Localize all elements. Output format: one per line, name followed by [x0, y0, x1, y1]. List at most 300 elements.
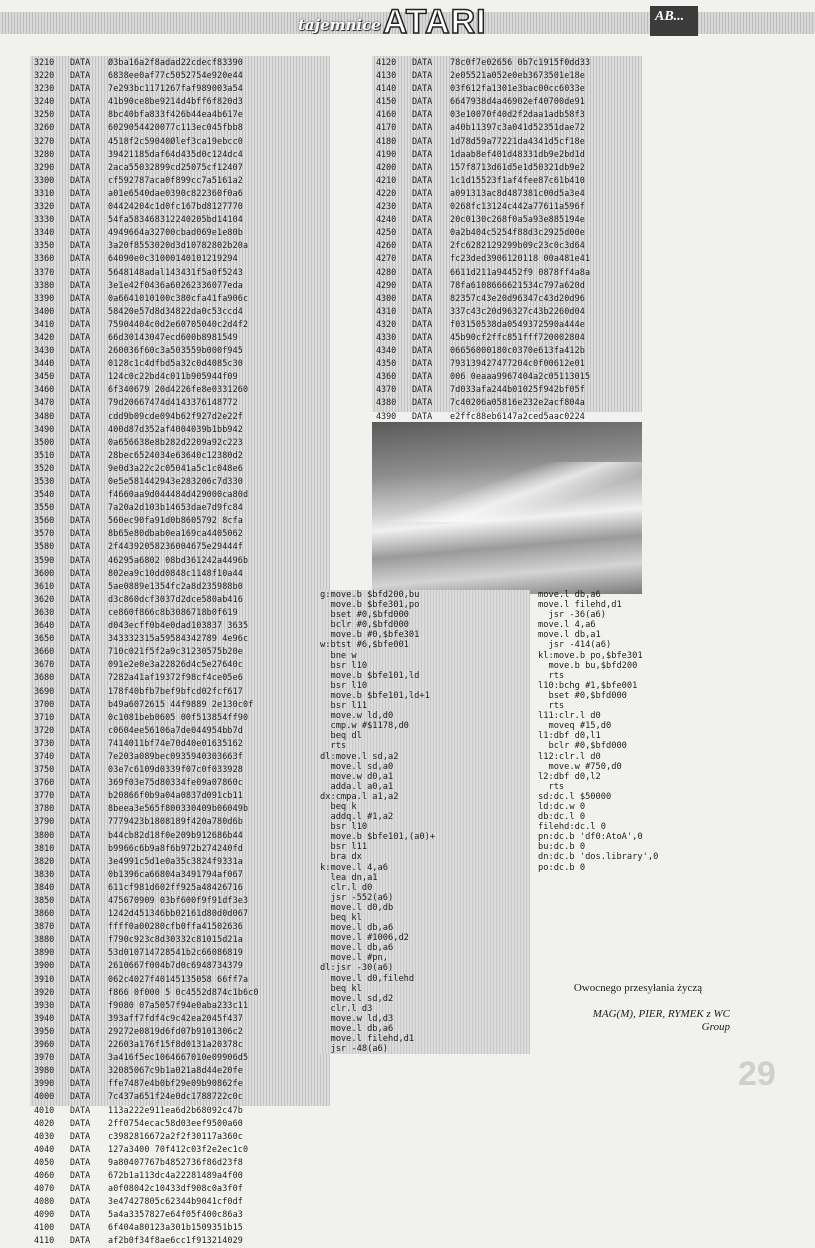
- listing-column-right: [372, 56, 642, 421]
- line-number: 3270: [34, 135, 55, 146]
- logo-big-text: ATARI: [382, 3, 487, 41]
- listing-row: [30, 1038, 330, 1051]
- line-number: 3350: [34, 240, 55, 251]
- code-line: move.w ld,d3: [320, 1013, 394, 1024]
- line-number: 3360: [34, 253, 55, 264]
- data-keyword: DATA: [70, 109, 91, 120]
- data-keyword: DATA: [70, 227, 91, 238]
- data-keyword: DATA: [70, 1117, 91, 1128]
- data-keyword: DATA: [412, 174, 433, 185]
- line-number: 3660: [34, 646, 55, 657]
- listing-row: [30, 1025, 330, 1038]
- code-line: jsr -48(a6): [320, 1044, 388, 1055]
- listing-row: [372, 383, 642, 396]
- code-line: rts: [320, 741, 347, 752]
- hex-value: b20866f0b9a04a0837d091cb11: [108, 790, 243, 801]
- hex-value: af2b0f34f8ae6cc1f913214029: [108, 1235, 243, 1246]
- hex-value: 5ae0889e1354fc2a8d235988b0: [108, 580, 243, 591]
- line-number: 3910: [34, 973, 55, 984]
- listing-row: [372, 108, 642, 121]
- code-line: move.l 4,a6: [538, 620, 596, 631]
- thanks-line: Owocnego przesyłania życzą: [573, 982, 703, 994]
- listing-row: [30, 121, 330, 134]
- hex-value: 178f40bfb7bef9bfcd02fcf617: [108, 685, 243, 696]
- hex-value: a01e6540dae0390c822360f0a6: [108, 187, 243, 198]
- listing-row: [30, 527, 330, 540]
- hex-value: 29272e0819d6fd07b9101306c2: [108, 1025, 243, 1036]
- line-number: 4290: [376, 279, 397, 290]
- line-number: 3650: [34, 633, 55, 644]
- listing-row: [30, 842, 330, 855]
- listing-row: [30, 1051, 330, 1064]
- line-number: 3980: [34, 1065, 55, 1076]
- line-number: 4380: [376, 397, 397, 408]
- hex-value: 7e203a089bec0935940303663f: [108, 750, 243, 761]
- hex-value: 062c4027f40145135058 66ff7a: [108, 973, 249, 984]
- listing-row: [30, 475, 330, 488]
- listing-row: [30, 540, 330, 553]
- code-line: move.l filehd,d1: [320, 1034, 415, 1045]
- hex-value: cdd9b09cde094b62f927d2e22f: [108, 410, 243, 421]
- data-keyword: DATA: [412, 122, 433, 133]
- hex-value: 2ff0754ecac58d03eef9500a60: [108, 1117, 243, 1128]
- code-line: po:dc.b 0: [538, 862, 586, 873]
- hex-value: 78fa6108666621534c797a620d: [450, 279, 585, 290]
- magazine-logo: [298, 3, 487, 41]
- line-number: 4120: [376, 57, 397, 67]
- data-keyword: DATA: [70, 921, 91, 932]
- line-number: 3620: [34, 593, 55, 604]
- code-line: bset #0,$bfd000: [320, 610, 409, 621]
- line-number: 3400: [34, 305, 55, 316]
- code-line: bsr l11: [320, 842, 368, 853]
- line-number: 3230: [34, 83, 55, 94]
- hex-value: 5648148adal143431f5a0f5243: [108, 266, 243, 277]
- hex-value: 8beea3e565f800330409b06049b: [108, 803, 249, 814]
- code-line: jsr -36(a6): [538, 610, 606, 621]
- code-line: beq kl: [320, 913, 362, 923]
- hex-value: 66d30143047ecd600b8981549: [108, 331, 238, 342]
- data-keyword: DATA: [70, 1052, 91, 1063]
- line-number: 3680: [34, 672, 55, 683]
- code-line: bset #0,$bfd000: [538, 690, 627, 701]
- line-number: 3790: [34, 816, 55, 827]
- data-keyword: DATA: [70, 122, 91, 133]
- line-number: 3460: [34, 384, 55, 395]
- line-number: 4310: [376, 305, 397, 316]
- listing-row: [372, 344, 642, 357]
- hex-value: 475670909 03bf600f9f91df3e3: [108, 895, 249, 905]
- data-keyword: DATA: [412, 397, 433, 408]
- listing-row: [30, 933, 330, 946]
- data-keyword: DATA: [70, 973, 91, 984]
- data-keyword: DATA: [70, 305, 91, 316]
- landscape-photo: [372, 422, 642, 594]
- code-line: dn:dc.b 'dos.library',0: [538, 852, 659, 863]
- data-keyword: DATA: [412, 240, 433, 251]
- data-keyword: DATA: [70, 358, 91, 369]
- listing-row: [30, 344, 330, 357]
- data-keyword: DATA: [70, 737, 91, 748]
- listing-row: [30, 750, 330, 763]
- code-line: dx:cmpa.l a1,a2: [320, 791, 399, 802]
- listing-row: [30, 1012, 330, 1025]
- data-keyword: DATA: [412, 331, 433, 342]
- line-number: 3480: [34, 410, 55, 421]
- line-number: 3630: [34, 606, 55, 617]
- listing-row: [30, 724, 330, 737]
- badge-text: AB...: [655, 9, 685, 24]
- hex-value: 3e47427805c62344b9041cf0df: [108, 1196, 243, 1207]
- line-number: 3700: [34, 698, 55, 709]
- listing-row: [30, 986, 330, 999]
- line-number: 4090: [34, 1209, 55, 1220]
- line-number: 4130: [376, 70, 397, 81]
- code-line: moveq #15,d0: [538, 721, 612, 732]
- hex-value: c0604ee56106a7de044954bb7d: [108, 724, 243, 735]
- listing-row: [30, 357, 330, 370]
- listing-row: [30, 514, 330, 527]
- line-number: 3310: [34, 187, 55, 198]
- hex-value: 260036f60c3a503559b000f945: [108, 345, 243, 356]
- data-keyword: DATA: [70, 868, 91, 879]
- data-keyword: DATA: [70, 253, 91, 264]
- listing-row: [30, 226, 330, 239]
- data-keyword: DATA: [70, 947, 91, 958]
- data-keyword: DATA: [70, 1222, 91, 1233]
- hex-value: 82357c43e20d96347c43d20d96: [450, 292, 585, 303]
- hex-value: d3c860dcf3037d2dce580ab416: [108, 593, 243, 604]
- data-keyword: DATA: [70, 1235, 91, 1246]
- code-line: adda.l a0,a1: [320, 781, 394, 792]
- hex-value: 53d010714728541b2c66086819: [108, 947, 243, 958]
- hex-value: 03e7c6109d0339f07c0f033928: [108, 764, 243, 775]
- hex-value: 7e293bc1171267faf989003a54: [108, 83, 243, 94]
- data-keyword: DATA: [70, 554, 91, 565]
- code-line: move.b $bfe101,(a0)+: [320, 832, 436, 843]
- listing-row: [30, 1182, 330, 1195]
- hex-value: 2aca55032899cd25075cf12407: [108, 161, 243, 172]
- data-keyword: DATA: [412, 201, 433, 212]
- line-number: 4180: [376, 135, 397, 146]
- hex-value: 672b1a113dc4a22281489a4f00: [108, 1169, 243, 1180]
- listing-row: [30, 907, 330, 920]
- line-number: 3720: [34, 724, 55, 735]
- listing-row: [30, 135, 330, 148]
- hex-value: 0a656638e8b282d2209a92c223: [108, 436, 243, 447]
- hex-value: b49a6072615 44f9889 2e130c0f: [108, 698, 254, 709]
- hex-value: f790c923c8d30332c81015d21a: [108, 934, 243, 945]
- hex-value: 7c437a651f24e0dc1788722c0c: [108, 1091, 243, 1102]
- line-number: 4210: [376, 174, 397, 185]
- line-number: 3930: [34, 999, 55, 1010]
- line-number: 4040: [34, 1143, 55, 1154]
- line-number: 3690: [34, 685, 55, 696]
- hex-value: a091313ac8d487381c00d5a3e4: [450, 187, 585, 198]
- line-number: 3760: [34, 777, 55, 788]
- listing-row: [30, 1195, 330, 1208]
- data-keyword: DATA: [70, 593, 91, 604]
- listing-row: [30, 410, 330, 423]
- code-line: sd:dc.l $50000: [538, 791, 612, 802]
- data-keyword: DATA: [412, 305, 433, 316]
- line-number: 4350: [376, 358, 397, 369]
- hex-value: 793139427477204c0f00612e01: [450, 358, 585, 369]
- listing-row: [30, 1156, 330, 1169]
- code-line: move.l #1006,d2: [320, 933, 409, 944]
- data-keyword: DATA: [70, 790, 91, 801]
- code-line: l1:dbf d0,l1: [538, 731, 601, 742]
- data-keyword: DATA: [70, 240, 91, 251]
- data-keyword: DATA: [70, 318, 91, 329]
- line-number: 3490: [34, 423, 55, 434]
- line-number: 3330: [34, 214, 55, 225]
- listing-row: [30, 776, 330, 789]
- hex-value: 04424204c1d0fc167bd8127770: [108, 201, 243, 212]
- data-keyword: DATA: [70, 960, 91, 971]
- line-number: 4190: [376, 148, 397, 159]
- data-keyword: DATA: [412, 148, 433, 159]
- code-line: move.w d0,a1: [320, 771, 394, 782]
- data-keyword: DATA: [70, 148, 91, 159]
- hex-value: Ø3ba16a2f8adad22cdecf83390: [108, 57, 243, 67]
- data-keyword: DATA: [70, 1091, 91, 1102]
- data-keyword: DATA: [70, 331, 91, 342]
- hex-value: 0a2b404c5254f88d3c2925d00e: [450, 227, 585, 238]
- listing-row: [30, 645, 330, 658]
- data-keyword: DATA: [70, 345, 91, 356]
- listing-row: [372, 331, 642, 344]
- line-number: 3710: [34, 711, 55, 722]
- hex-value: cf592787aca0f899cc7a5161a2: [108, 174, 243, 185]
- listing-row: [30, 1143, 330, 1156]
- listing-row: [30, 187, 330, 200]
- data-keyword: DATA: [70, 1183, 91, 1194]
- hex-value: b9966c6b9a8f6b972b274240fd: [108, 842, 243, 853]
- listing-row: [30, 213, 330, 226]
- data-keyword: DATA: [70, 659, 91, 670]
- listing-row: [372, 161, 642, 174]
- data-keyword: DATA: [70, 934, 91, 945]
- code-line: move.b #0,$bfe301: [320, 630, 420, 641]
- listing-row: [30, 266, 330, 279]
- code-line: move.l db,a6: [320, 1024, 394, 1035]
- data-keyword: DATA: [70, 214, 91, 225]
- listing-row: [30, 593, 330, 606]
- data-keyword: DATA: [70, 633, 91, 644]
- code-line: bsr l10: [320, 660, 368, 671]
- hex-value: f03150538da0549372590a444e: [450, 318, 585, 329]
- data-keyword: DATA: [70, 528, 91, 539]
- line-number: 3900: [34, 960, 55, 971]
- data-keyword: DATA: [70, 1196, 91, 1207]
- hex-value: 6838ee0af77c5052754e920e44: [108, 70, 243, 81]
- listing-row: [30, 671, 330, 684]
- line-number: 3840: [34, 881, 55, 892]
- listing-row: [30, 1130, 330, 1143]
- code-line: move.l sd,a0: [320, 761, 394, 772]
- data-keyword: DATA: [70, 449, 91, 460]
- data-keyword: DATA: [70, 436, 91, 447]
- data-keyword: DATA: [70, 57, 91, 67]
- data-keyword: DATA: [70, 881, 91, 892]
- listing-row: [372, 56, 642, 69]
- hex-value: 3e1e42f0436a60262336077eda: [108, 279, 243, 290]
- code-line: move.b $bfe101,ld: [320, 670, 420, 681]
- line-number: 4390: [376, 410, 397, 421]
- hex-value: ffe7487e4b0bf29e09b90862fe: [108, 1078, 243, 1089]
- listing-row: [372, 174, 642, 187]
- listing-row: [30, 462, 330, 475]
- hex-value: 45b90cf2ffc851fff720002804: [450, 331, 585, 342]
- code-line: dl:move.l sd,a2: [320, 751, 399, 762]
- listing-row: [30, 1117, 330, 1130]
- listing-row: [30, 318, 330, 331]
- hex-value: 3a416f5ec1064667010e09906d5: [108, 1052, 249, 1063]
- listing-row: [30, 305, 330, 318]
- code-line: rts: [538, 670, 565, 681]
- hex-value: 124c0c22bd4c011b905944f09: [108, 371, 238, 382]
- hex-value: 58420e57d8d34822da0c53ccd4: [108, 305, 243, 316]
- code-line: bclr #0,$bfd000: [320, 620, 409, 631]
- hex-value: 6029054420077c113ec045fbb8: [108, 122, 243, 133]
- data-keyword: DATA: [70, 70, 91, 81]
- data-keyword: DATA: [70, 371, 91, 382]
- line-number: 4340: [376, 345, 397, 356]
- code-line: l11:clr.l d0: [538, 711, 601, 722]
- data-keyword: DATA: [70, 462, 91, 473]
- listing-row: [30, 920, 330, 933]
- data-keyword: DATA: [70, 672, 91, 683]
- line-number: 3240: [34, 96, 55, 107]
- code-line: rts: [538, 701, 565, 712]
- line-number: 4220: [376, 187, 397, 198]
- hex-value: 03e10070f40d2f2daa1adb58f3: [450, 109, 585, 120]
- listing-row: [30, 763, 330, 776]
- listing-row: [372, 357, 642, 370]
- hex-value: 78c0f7e02656 0b7c1915f0dd33: [450, 57, 591, 67]
- listing-row: [30, 855, 330, 868]
- listing-row: [30, 829, 330, 842]
- line-number: 4160: [376, 109, 397, 120]
- code-line: move.b $bfe101,ld+1: [320, 690, 430, 701]
- code-line: beq k: [320, 801, 357, 812]
- code-line: k:move.l 4,a6: [320, 862, 388, 873]
- listing-row: [372, 396, 642, 409]
- hex-value: 0a6641010100c380cfa41fa906c: [108, 292, 249, 303]
- hex-value: 03f612fa1301e3bac00cc6033e: [450, 83, 585, 94]
- section-badge: [650, 6, 698, 36]
- listing-row: [30, 292, 330, 305]
- code-line: bsr l11: [320, 701, 368, 712]
- line-number: 3740: [34, 750, 55, 761]
- hex-value: 2fc6282129299b09c23c0c3d64: [450, 240, 585, 251]
- code-line: bclr #0,$bfd000: [538, 741, 627, 752]
- listing-row: [372, 121, 642, 134]
- line-number: 3830: [34, 868, 55, 879]
- hex-value: ffff0a00280cfb0ffa41502636: [108, 921, 243, 932]
- data-keyword: DATA: [70, 829, 91, 840]
- code-line: jsr -414(a6): [538, 640, 612, 651]
- data-keyword: DATA: [70, 1130, 91, 1141]
- listing-row: [372, 69, 642, 82]
- data-keyword: DATA: [70, 895, 91, 905]
- hex-value: 4518f2c59040Ølef3ca19ebcc0: [108, 135, 243, 146]
- data-keyword: DATA: [412, 109, 433, 120]
- code-line: addq.l #1,a2: [320, 812, 394, 823]
- line-number: 3210: [34, 57, 55, 67]
- line-number: 3290: [34, 161, 55, 172]
- data-keyword: DATA: [412, 214, 433, 225]
- line-number: 3300: [34, 174, 55, 185]
- hex-value: 393aff7fdf4c9c42ea2045f437: [108, 1012, 243, 1023]
- hex-value: 7c40206a05816e232e2acf804a: [450, 397, 585, 408]
- line-number: 4010: [34, 1104, 55, 1115]
- listing-row: [30, 95, 330, 108]
- data-keyword: DATA: [412, 410, 433, 421]
- line-number: 3510: [34, 449, 55, 460]
- hex-value: 400d87d352af4004039b1bb942: [108, 423, 243, 434]
- hex-value: 28bec6524034e63640c12380d2: [108, 449, 243, 460]
- code-line: move.b $bfe301,po: [320, 600, 420, 611]
- code-line: l10:bchg #1,$bfe001: [538, 680, 638, 691]
- listing-row: [30, 658, 330, 671]
- data-keyword: DATA: [70, 724, 91, 735]
- hex-value: 8bc40bfa833f426b44ea4b617e: [108, 109, 243, 120]
- listing-row: [30, 815, 330, 828]
- code-line: l2:dbf d0,l2: [538, 771, 601, 782]
- listing-row: [30, 161, 330, 174]
- data-keyword: DATA: [70, 541, 91, 552]
- listing-row: [30, 501, 330, 514]
- data-keyword: DATA: [70, 83, 91, 94]
- data-keyword: DATA: [70, 698, 91, 709]
- line-number: 3610: [34, 580, 55, 591]
- data-keyword: DATA: [70, 764, 91, 775]
- listing-row: [30, 567, 330, 580]
- data-keyword: DATA: [70, 423, 91, 434]
- hex-value: 7a20a2d103b14653dae7d9fc84: [108, 502, 243, 513]
- code-line: clr.l d0: [320, 882, 373, 893]
- listing-row: [30, 1104, 330, 1117]
- line-number: 3590: [34, 554, 55, 565]
- data-keyword: DATA: [70, 842, 91, 853]
- code-line: beq kl: [320, 983, 362, 994]
- data-keyword: DATA: [412, 266, 433, 277]
- code-line: bsr l10: [320, 680, 368, 691]
- hex-value: 127a3400 70f412c03f2e2ec1c0: [108, 1143, 249, 1154]
- line-number: 4060: [34, 1169, 55, 1180]
- code-line: ld:dc.w 0: [538, 801, 586, 812]
- listing-row: [30, 737, 330, 750]
- code-line: move.l d0,filehd: [320, 973, 415, 984]
- line-number: 3880: [34, 934, 55, 945]
- code-line: pn:dc.b 'df0:AtoA',0: [538, 832, 643, 843]
- line-number: 3600: [34, 567, 55, 578]
- asm-code-column-a: [320, 590, 530, 1054]
- hex-value: 802ea9c10dd0848c1148f10a44: [108, 567, 243, 578]
- line-number: 3340: [34, 227, 55, 238]
- listing-row: [30, 1090, 330, 1103]
- data-keyword: DATA: [412, 358, 433, 369]
- data-keyword: DATA: [412, 83, 433, 94]
- hex-value: 710c021f5f2a9c31230575b20e: [108, 646, 243, 657]
- hex-value: 2610667f004b7d0c6948734379: [108, 960, 243, 971]
- listing-row: [372, 266, 642, 279]
- line-number: 4100: [34, 1222, 55, 1233]
- credits-line-2: Group: [701, 1021, 730, 1033]
- listing-row: [372, 252, 642, 265]
